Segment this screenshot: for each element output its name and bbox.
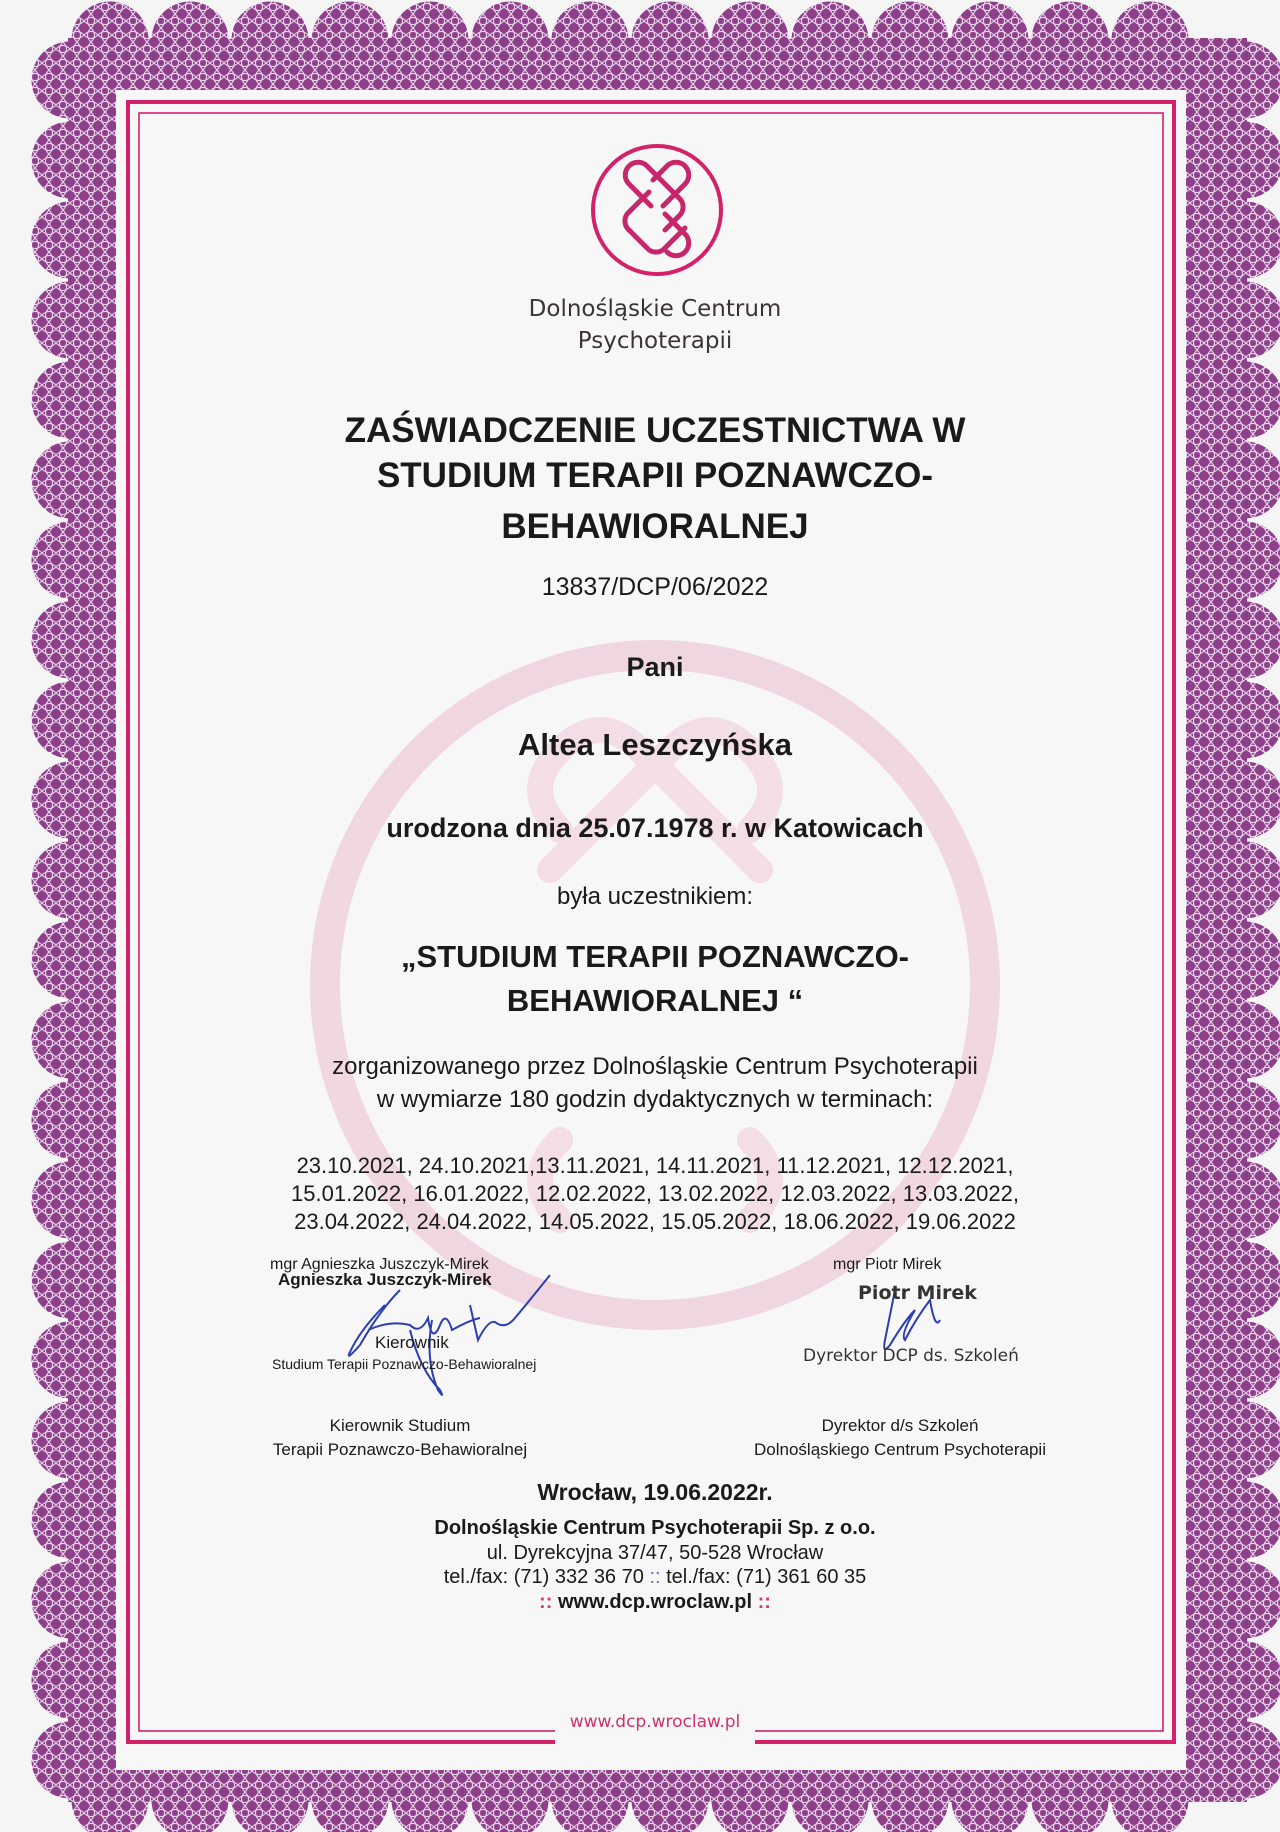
organized-line2: w wymiarze 180 godzin dydaktycznych w terminach: xyxy=(376,1086,934,1113)
right-stamp-name: Piotr Mirek xyxy=(858,1282,977,1304)
left-signatory-printed: mgr Agnieszka Juszczyk-Mirek xyxy=(270,1256,489,1273)
participant-label: była uczestnikiem: xyxy=(556,883,754,910)
company-address: ul. Dyrekcyjna 37/47, 50-528 Wrocław xyxy=(486,1542,824,1564)
separator-left: :: xyxy=(539,1591,553,1613)
company-name: Dolnośląskie Centrum Psychoterapii Sp. z o.o. xyxy=(434,1517,876,1539)
left-stamp-unit: Studium Terapii Poznawczo-Behawioralnej xyxy=(272,1356,537,1372)
certificate-title-line3: BEHAWIORALNEJ xyxy=(501,507,809,546)
course-name-line1: „STUDIUM TERAPII POZNAWCZO- xyxy=(400,939,910,974)
company-website-link[interactable]: www.dcp.wroclaw.pl xyxy=(557,1591,753,1613)
recipient-name: Altea Leszczyńska xyxy=(518,727,792,762)
logo-text-line2: Psychoterapii xyxy=(577,328,733,354)
left-caption-line1: Kierownik Studium xyxy=(329,1416,471,1435)
phone-2: tel./fax: (71) 361 60 35 xyxy=(666,1566,867,1588)
dates-line2: 15.01.2022, 16.01.2022, 12.02.2022, 13.02.2022, 12.03.2022, 13.03.2022, xyxy=(291,1181,1019,1206)
separator-right: :: xyxy=(757,1591,771,1613)
right-caption xyxy=(720,1414,1080,1462)
birth-info: urodzona dnia 25.07.1978 r. w Katowicach xyxy=(386,813,924,843)
footer-website-link[interactable]: www.dcp.wroclaw.pl xyxy=(569,1712,741,1732)
certificate-number: 13837/DCP/06/2022 xyxy=(541,573,769,601)
right-caption-line2: Dolnośląskiego Centrum Psychoterapii xyxy=(754,1440,1046,1459)
certificate-title-line1: ZAŚWIADCZENIE UCZESTNICTWA W xyxy=(344,411,966,450)
right-caption-line1: Dyrektor d/s Szkoleń xyxy=(821,1416,979,1435)
dates-line3: 23.04.2022, 24.04.2022, 14.05.2022, 15.05.2022, 18.06.2022, 19.06.2022 xyxy=(294,1209,1016,1234)
phone-1: tel./fax: (71) 332 36 70 xyxy=(443,1566,644,1588)
right-stamp-role: Dyrektor DCP ds. Szkoleń xyxy=(803,1346,1019,1366)
company-phones xyxy=(0,1565,1280,1590)
course-name-line2: BEHAWIORALNEJ “ xyxy=(506,983,804,1018)
certificate-title-line2: STUDIUM TERAPII POZNAWCZO- xyxy=(376,456,934,495)
logo-text-line1: Dolnośląskie Centrum xyxy=(528,296,782,322)
left-caption xyxy=(250,1414,550,1462)
left-stamp-role: Kierownik xyxy=(375,1333,449,1352)
company-website-line xyxy=(0,1590,1280,1615)
place-date: Wrocław, 19.06.2022r. xyxy=(537,1479,773,1505)
right-signatory-printed: mgr Piotr Mirek xyxy=(833,1256,942,1273)
left-caption-line2: Terapii Poznawczo-Behawioralnej xyxy=(272,1440,528,1459)
separator: :: xyxy=(649,1566,661,1588)
salutation: Pani xyxy=(626,652,684,682)
dates-line1: 23.10.2021, 24.10.2021,13.11.2021, 14.11.2021, 11.12.2021, 12.12.2021, xyxy=(296,1153,1014,1178)
left-stamp-name: Agnieszka Juszczyk-Mirek xyxy=(278,1270,492,1289)
organized-line1: zorganizowanego przez Dolnośląskie Centrum Psychoterapii xyxy=(332,1053,978,1080)
